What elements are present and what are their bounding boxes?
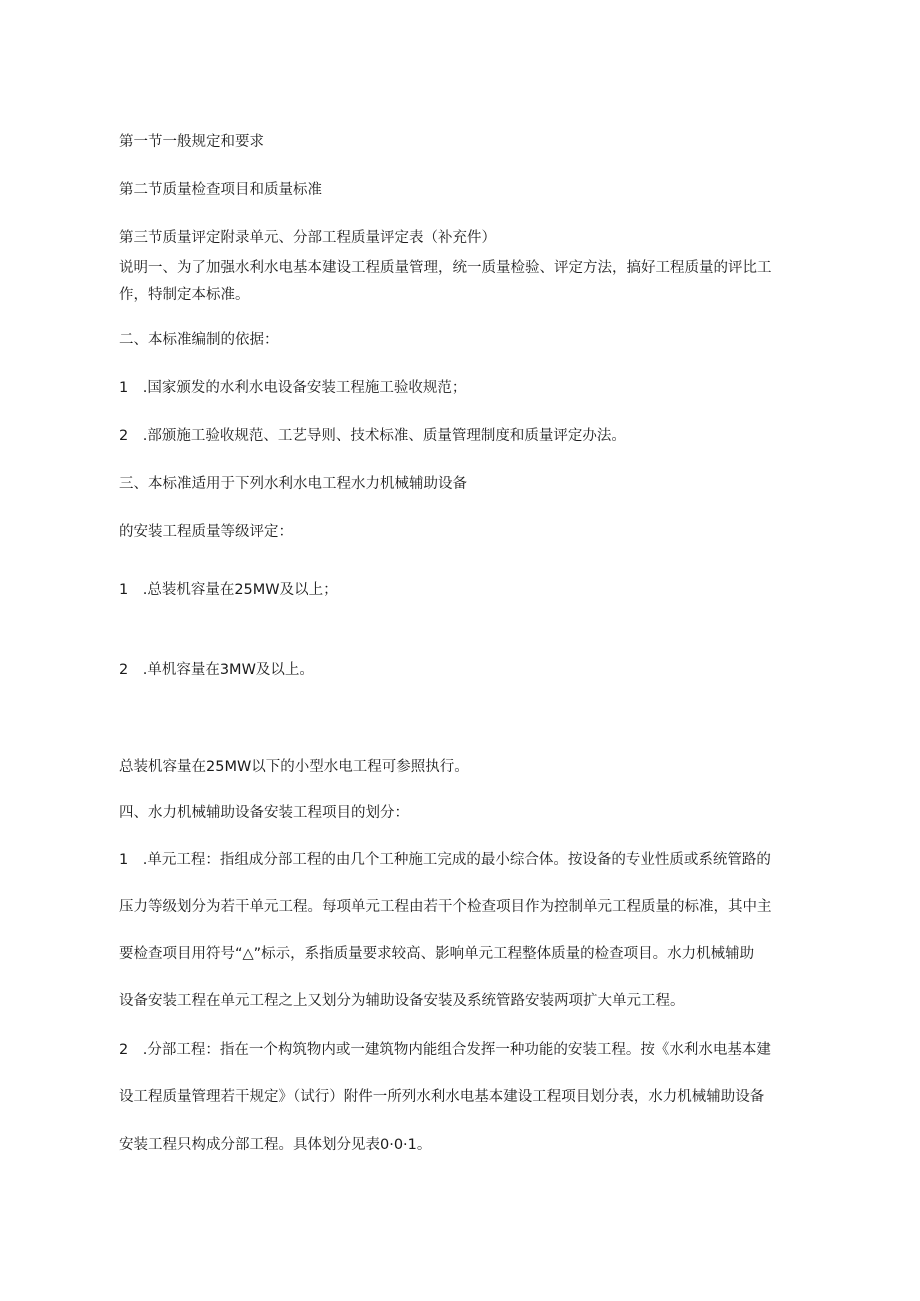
section-heading-1: 第一节一般规定和要求 xyxy=(119,134,264,150)
list-item: 2 .分部工程：指在一个构筑物内或一建筑物内能组合发挥一种功能的安装工程。按《水利水电基本建 xyxy=(119,1042,771,1058)
section-heading-3: 第三节质量评定附录单元、分部工程质量评定表（补充件） xyxy=(119,230,496,246)
paragraph-line: 总装机容量在25MW以下的小型水电工程可参照执行。 xyxy=(119,759,469,775)
paragraph-line: 说明一、为了加强水利水电基本建设工程质量管理，统一质量检验、评定方法，搞好工程质量的评比工 xyxy=(119,260,772,276)
paragraph-line: 设备安装工程在单元工程之上又划分为辅助设备安装及系统管路安装两项扩大单元工程。 xyxy=(119,993,685,1009)
list-item: 1 .国家颁发的水利水电设备安装工程施工验收规范； xyxy=(119,380,467,396)
paragraph-line: 设工程质量管理若干规定》（试行）附件一所列水利水电基本建设工程项目划分表，水力机械辅助设备 xyxy=(119,1089,765,1105)
list-item: 1 .总装机容量在25MW及以上； xyxy=(119,582,338,598)
list-item: 1 .单元工程：指组成分部工程的由几个工种施工完成的最小综合体。按设备的专业性质或系统管路的 xyxy=(119,852,771,868)
paragraph-line: 四、水力机械辅助设备安装工程项目的划分： xyxy=(119,805,409,821)
paragraph-line: 要检查项目用符号“△”标示，系指质量要求较高、影响单元工程整体质量的检查项目。水力机械辅助 xyxy=(119,946,755,962)
paragraph-line: 安装工程只构成分部工程。具体划分见表0·0·1。 xyxy=(119,1137,432,1153)
paragraph-line: 压力等级划分为若干单元工程。每项单元工程由若干个检查项目作为控制单元工程质量的标准，其中主 xyxy=(119,899,772,915)
section-heading-2: 第二节质量检查项目和质量标准 xyxy=(119,182,322,198)
list-item: 2 .单机容量在3MW及以上。 xyxy=(119,662,314,678)
paragraph-line: 二、本标准编制的依据： xyxy=(119,332,279,348)
paragraph-line: 作，特制定本标准。 xyxy=(119,287,250,303)
paragraph-line: 三、本标准适用于下列水利水电工程水力机械辅助设备 xyxy=(119,476,467,492)
paragraph-line: 的安装工程质量等级评定： xyxy=(119,524,293,540)
list-item: 2 .部颁施工验收规范、工艺导则、技术标准、质量管理制度和质量评定办法。 xyxy=(119,428,626,444)
